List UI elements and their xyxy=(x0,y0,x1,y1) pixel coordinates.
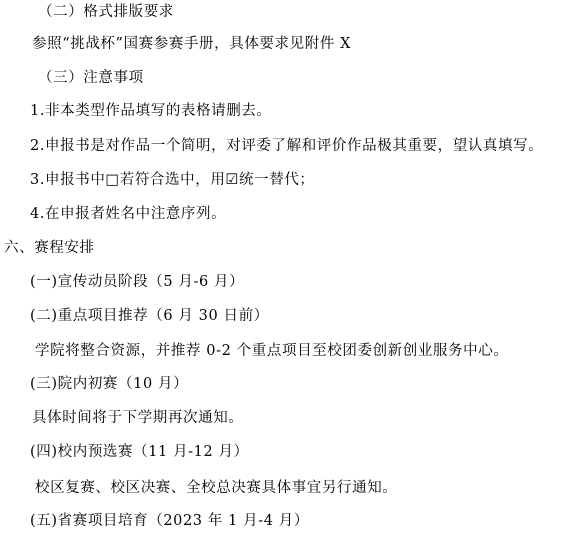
schedule-item-3-detail: 具体时间将于下学期再次通知。 xyxy=(32,410,244,426)
note-item-3: 3.申报书中□若符合选中，用☑统一替代； xyxy=(30,172,315,188)
schedule-item-1: (一)宣传动员阶段（5 月-6 月） xyxy=(30,274,245,290)
note-item-4: 4.在申报者姓名中注意序列。 xyxy=(30,206,227,222)
subheading-notes: （三）注意事项 xyxy=(38,70,144,86)
schedule-item-2: (二)重点项目推荐（6 月 30 日前） xyxy=(30,308,269,324)
schedule-item-4: (四)校内预选赛（11 月-12 月） xyxy=(30,444,249,460)
schedule-item-5: (五)省赛项目培育（2023 年 1 月-4 月） xyxy=(30,513,310,529)
schedule-item-2-detail: 学院将整合资源，并推荐 0-2 个重点项目至校团委创新创业服务中心。 xyxy=(35,343,509,359)
note-item-1: 1.非本类型作品填写的表格请删去。 xyxy=(30,103,272,119)
section-heading-schedule: 六、赛程安排 xyxy=(4,240,95,256)
note-item-2: 2.申报书是对作品一个简明，对评委了解和评价作品极其重要，望认真填写。 xyxy=(30,138,544,154)
subheading-format: （二）格式排版要求 xyxy=(38,4,174,20)
paragraph-format-reference: 参照“挑战杯”国赛参赛手册，具体要求见附件 X xyxy=(32,36,352,52)
schedule-item-3: (三)院内初赛（10 月） xyxy=(30,376,189,392)
schedule-item-4-detail: 校区复赛、校区决赛、全校总决赛具体事宜另行通知。 xyxy=(35,480,398,496)
